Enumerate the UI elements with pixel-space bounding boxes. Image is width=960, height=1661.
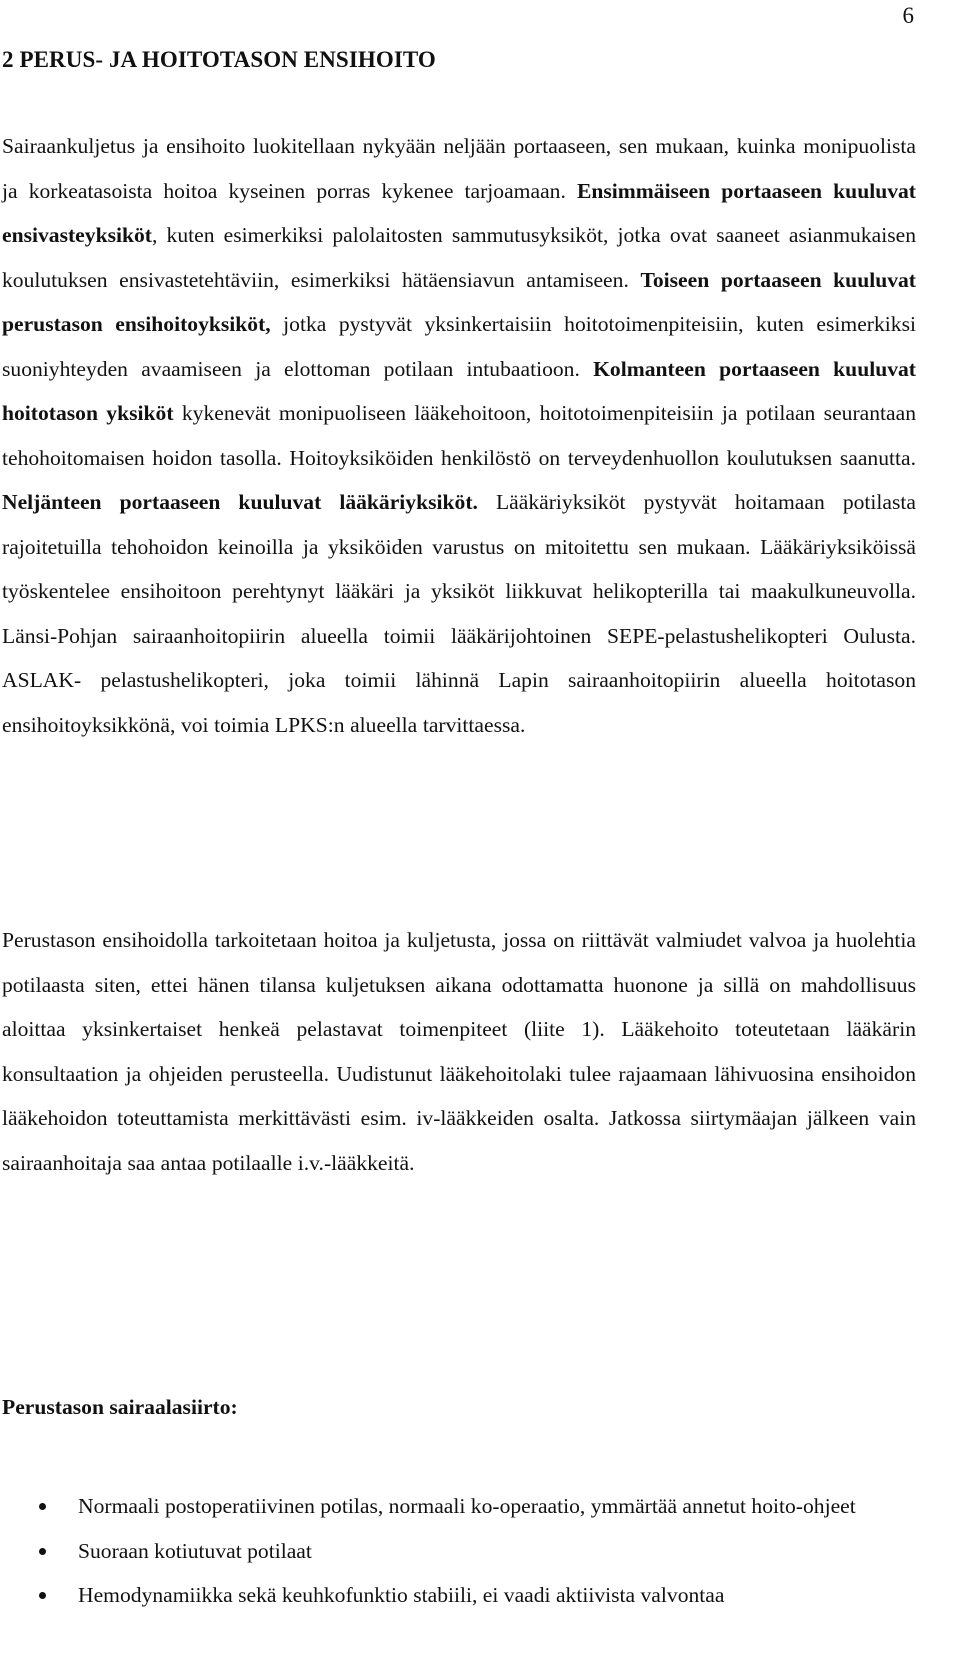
paragraph-care-levels	[2, 124, 916, 747]
paragraph-text: kykenevät monipuoliseen lääkehoitoon, hoitotoimenpiteisiin ja potilaan seurantaan tehohoitomaisen hoidon tasolla. Hoitoyksiköiden henkilöstö on terveydenhuollon koulutuksen saanutta.	[2, 401, 916, 470]
paragraph-text: Lääkäriyksiköt pystyvät hoitamaan potilasta rajoitetuilla tehohoidon keinoilla ja yksiköiden varustus on mitoitettu sen mukaan. Lääkäriyksiköissä työskentelee ensihoitoon perehtynyt lääkäri ja yksiköt liikkuvat helikopterilla tai maakulkuneuvolla. Länsi-Pohjan sairaanhoitopiirin alueella toimii lääkärijohtoinen SEPE-pelastushelikopteri Oulusta. ASLAK- pelastushelikopteri, joka toimii lähinnä Lapin sairaanhoitopiirin alueella hoitotason ensihoitoyksikkönä, voi toimia LPKS:n alueella tarvittaessa.	[2, 490, 916, 737]
list-item	[2, 1529, 916, 1574]
paragraph-text: jotka pystyvät yksinkertaisiin hoitotoimenpiteisiin, kuten esimerkiksi suoniyhteyden avaamiseen ja elottoman potilaan intubaatioon.	[2, 312, 916, 381]
bold-term-second-level: Toiseen portaaseen kuuluvat perustason ensihoitoyksiköt,	[2, 267, 916, 336]
paragraph-basic-care: Perustason ensihoidolla tarkoitetaan hoitoa ja kuljetusta, jossa on riittävät valmiudet valvoa ja huolehtia potilaasta siten, ettei hänen tilansa kuljetuksen aikana odottamatta huonone ja sillä on mahdollisuus aloittaa yksinkertaiset henkeä pelastavat toimenpiteet (liite 1). Lääkehoito toteutetaan lääkärin konsultaation ja ohjeiden perusteella. Uudistunut lääkehoitolaki tulee rajaamaan lähivuosina ensihoidon lääkehoidon toteuttamista merkittävästi esim. iv-lääkkeiden osalta. Jatkossa siirtymäajan jälkeen vain sairaanhoitaja saa antaa potilaalle i.v.-lääkkeitä.	[2, 928, 916, 1175]
paragraph-text: , kuten esimerkiksi palolaitosten sammutusyksiköt, jotka ovat saaneet asianmukaisen koulutuksen ensivastetehtäviin, esimerkiksi hätäensiavun antamiseen.	[2, 223, 916, 292]
bold-term-fourth-level: Neljänteen portaaseen kuuluvat lääkäriyksiköt.	[2, 490, 478, 514]
bold-term-first-level: Ensimmäiseen portaaseen kuuluvat ensivasteyksiköt	[2, 178, 916, 247]
bullet-icon	[39, 1548, 46, 1555]
page-number: 6	[902, 3, 914, 28]
bold-term-third-level: Kolmanteen portaaseen kuuluvat hoitotason yksiköt	[2, 356, 916, 425]
bullet-icon	[39, 1592, 46, 1599]
section-subheading: Perustason sairaalasiirto:	[2, 1395, 238, 1419]
list-item-text: Suoraan kotiutuvat potilaat	[78, 1538, 312, 1563]
chapter-heading: 2 PERUS- JA HOITOTASON ENSIHOITO	[2, 47, 436, 72]
bullet-list	[2, 1484, 916, 1618]
list-item	[2, 1484, 916, 1529]
list-item	[2, 1573, 916, 1618]
bullet-icon	[39, 1503, 46, 1510]
list-item-text: Normaali postoperatiivinen potilas, normaali ko-operaatio, ymmärtää annetut hoito-ohjeet	[78, 1494, 856, 1518]
paragraph-text: Sairaankuljetus ja ensihoito luokitellaan nykyään neljään portaaseen, sen mukaan, kuinka monipuolista ja korkeatasoista hoitoa kyseinen porras kykenee tarjoamaan.	[2, 134, 916, 203]
list-item-text: Hemodynamiikka sekä keuhkofunktio stabiili, ei vaadi aktiivista valvontaa	[78, 1583, 725, 1607]
